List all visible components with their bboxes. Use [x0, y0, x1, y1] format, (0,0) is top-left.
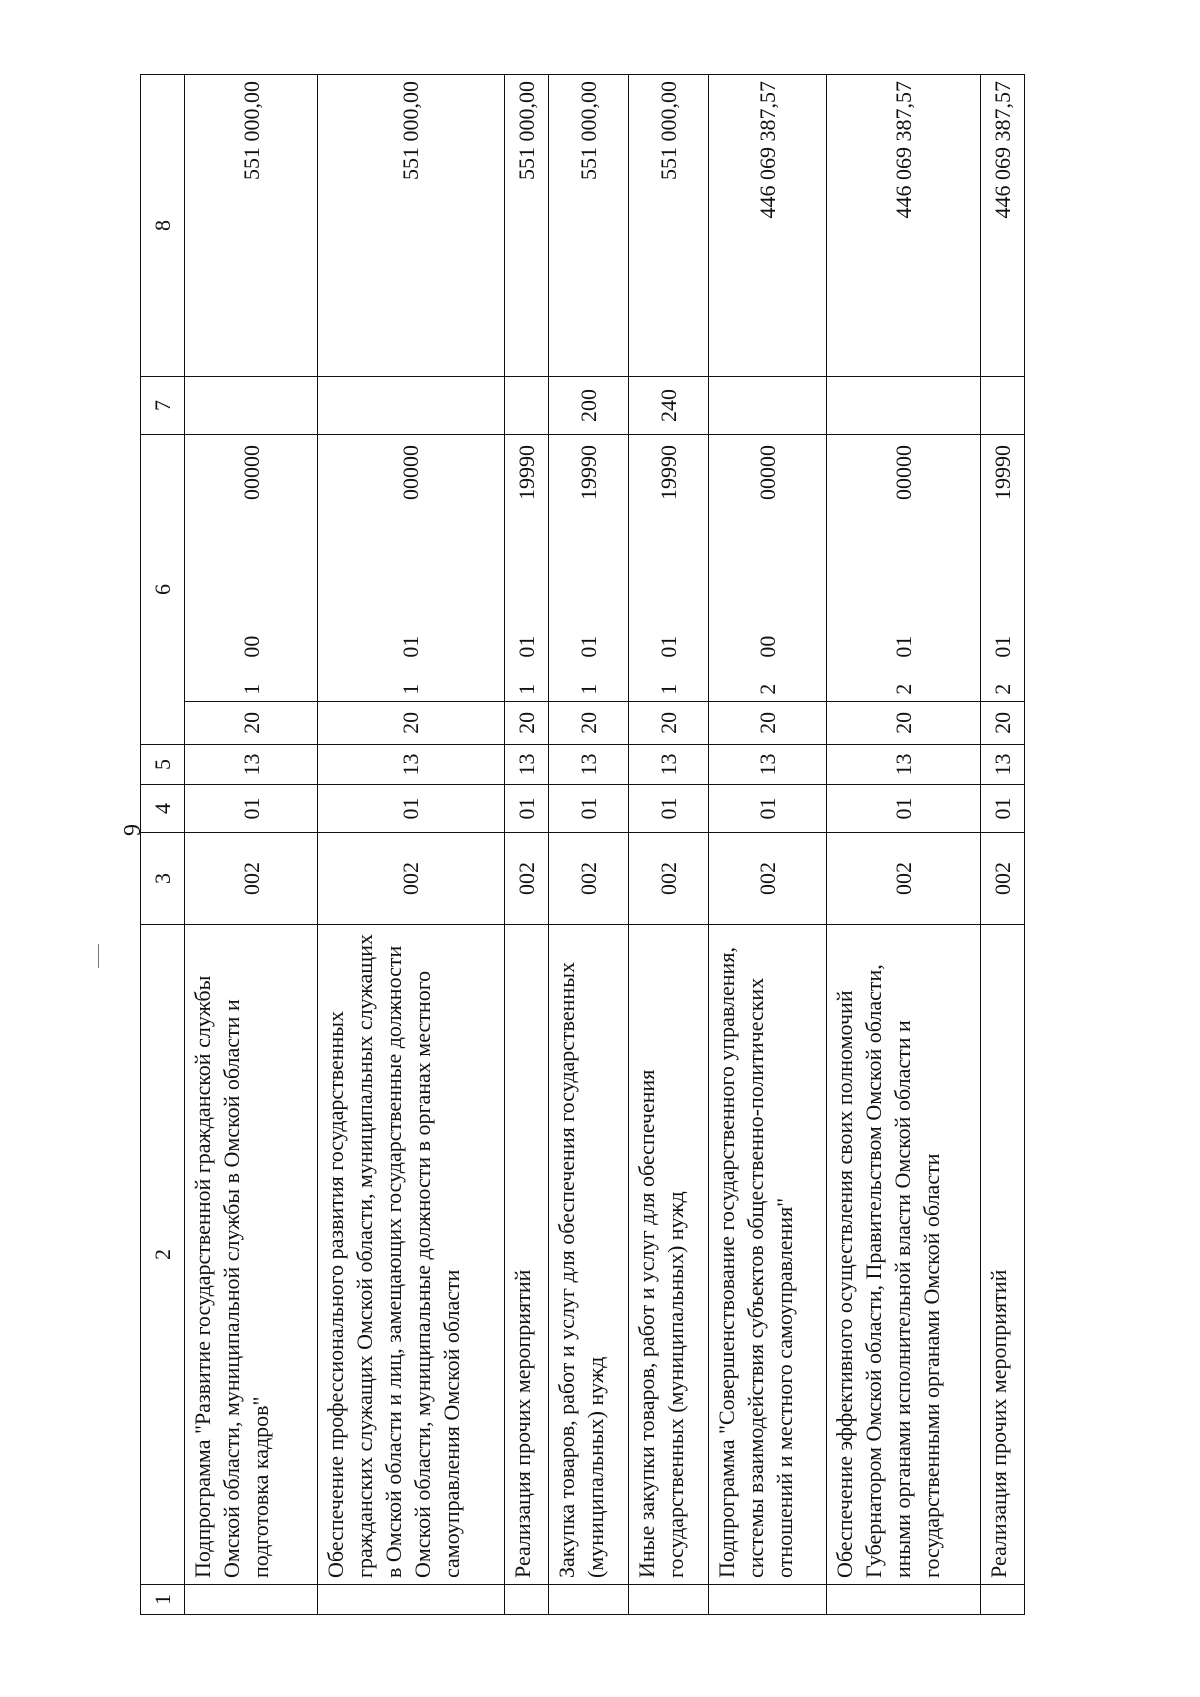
row-col-1 [549, 1585, 629, 1615]
target-code-parts [629, 435, 708, 744]
target-code-part: 20 [318, 701, 504, 744]
table-row [317, 75, 504, 1615]
page-number: 9 [120, 824, 146, 836]
target-code-part: 1 [514, 683, 540, 695]
row-target-code [629, 435, 709, 745]
target-code-part: 2 [890, 683, 916, 695]
target-code-part: 00000 [890, 445, 916, 501]
row-col-5: 13 [980, 745, 1024, 785]
row-description: Подпрограмма "Развитие государственной гражданской службы Омской области, муниципальной службы в Омской области и подготовка кадров" [185, 925, 318, 1585]
row-col-7 [504, 377, 548, 435]
target-code-part: 00000 [398, 445, 424, 501]
row-col-7: 240 [629, 377, 709, 435]
target-code-part: 01 [514, 635, 540, 658]
target-code-part: 20 [185, 701, 317, 744]
row-col-4: 01 [827, 785, 981, 833]
row-description: Закупка товаров, работ и услуг для обеспечения государственных (муниципальных) нужд [549, 925, 629, 1585]
header-col-4: 4 [141, 785, 185, 833]
target-code-parts [827, 435, 980, 744]
header-col-8: 8 [141, 75, 185, 377]
row-col-5: 13 [185, 745, 318, 785]
row-description: Подпрограмма "Совершенствование государственного управления, системы взаимодействия субъектов общественно-политических отношений и местного самоуправления" [709, 925, 827, 1585]
target-code-part: 19990 [989, 445, 1015, 501]
target-code-part: 01 [989, 635, 1015, 658]
row-col-3: 002 [504, 833, 548, 925]
target-code-part: 20 [549, 701, 628, 744]
header-col-6: 6 [141, 435, 185, 745]
row-col-5: 13 [709, 745, 827, 785]
row-col-7 [980, 377, 1024, 435]
row-col-3: 002 [629, 833, 709, 925]
row-col-7 [709, 377, 827, 435]
row-target-code [980, 435, 1024, 745]
target-code-part: 01 [890, 635, 916, 658]
target-code-part: 2 [989, 683, 1015, 695]
row-col-1 [980, 1585, 1024, 1615]
row-col-1 [827, 1585, 981, 1615]
target-code-part: 20 [827, 701, 980, 744]
row-target-code [827, 435, 981, 745]
target-code-part: 01 [656, 635, 682, 658]
target-code-parts [318, 435, 504, 744]
row-col-1 [504, 1585, 548, 1615]
row-amount: 551 000,00 [629, 75, 709, 377]
target-code-part: 01 [398, 635, 424, 658]
row-col-3: 002 [549, 833, 629, 925]
row-col-3: 002 [709, 833, 827, 925]
header-col-1: 1 [141, 1585, 185, 1615]
row-amount: 551 000,00 [549, 75, 629, 377]
target-code-part: 1 [238, 683, 264, 695]
target-code-part: 20 [629, 701, 708, 744]
target-code-part: 20 [505, 701, 548, 744]
table-header-row [141, 75, 185, 1615]
row-col-3: 002 [980, 833, 1024, 925]
row-col-3: 002 [317, 833, 504, 925]
row-col-1 [185, 1585, 318, 1615]
row-col-5: 13 [549, 745, 629, 785]
row-amount: 551 000,00 [185, 75, 318, 377]
scan-artifact [98, 944, 99, 968]
row-description: Иные закупки товаров, работ и услуг для обеспечения государственных (муниципальных) нужд [629, 925, 709, 1585]
target-code-parts [981, 435, 1024, 744]
row-target-code [549, 435, 629, 745]
row-target-code [185, 435, 318, 745]
target-code-part: 1 [656, 683, 682, 695]
row-col-7 [827, 377, 981, 435]
row-amount: 446 069 387,57 [980, 75, 1024, 377]
table-row [549, 75, 629, 1615]
row-col-3: 002 [185, 833, 318, 925]
row-col-4: 01 [185, 785, 318, 833]
header-col-3: 3 [141, 833, 185, 925]
row-target-code [317, 435, 504, 745]
row-description: Обеспечение эффективного осуществления своих полномочий Губернатором Омской области, Правительством Омской области, иными органами исполнительной власти Омской области и государственными органами Омской области [827, 925, 981, 1585]
target-code-part: 1 [398, 683, 424, 695]
row-description: Реализация прочих мероприятий [980, 925, 1024, 1585]
row-amount: 551 000,00 [504, 75, 548, 377]
row-col-7 [185, 377, 318, 435]
row-col-5: 13 [504, 745, 548, 785]
target-code-part: 20 [981, 701, 1024, 744]
header-col-2: 2 [141, 925, 185, 1585]
rotated-table-container [140, 75, 1025, 1615]
row-col-4: 01 [709, 785, 827, 833]
target-code-parts [505, 435, 548, 744]
row-amount: 446 069 387,57 [709, 75, 827, 377]
target-code-part: 19990 [514, 445, 540, 501]
table-row [185, 75, 318, 1615]
table-row [629, 75, 709, 1615]
row-col-1 [629, 1585, 709, 1615]
target-code-part: 00 [238, 635, 264, 658]
target-code-part: 2 [755, 683, 781, 695]
row-col-4: 01 [629, 785, 709, 833]
row-col-5: 13 [317, 745, 504, 785]
header-col-7: 7 [141, 377, 185, 435]
row-col-3: 002 [827, 833, 981, 925]
table-row [709, 75, 827, 1615]
row-col-7 [317, 377, 504, 435]
row-col-1 [709, 1585, 827, 1615]
table-row [980, 75, 1024, 1615]
row-description: Обеспечение профессионального развития государственных гражданских служащих Омской области, муниципальных служащих в Омской области и лиц, замещающих государственные должности Омской области, муниципальные должности в органах местного самоуправления Омской области [317, 925, 504, 1585]
target-code-part: 1 [576, 683, 602, 695]
row-amount: 446 069 387,57 [827, 75, 981, 377]
target-code-part: 00000 [238, 445, 264, 501]
budget-table [140, 74, 1025, 1615]
target-code-parts [549, 435, 628, 744]
target-code-part: 00 [755, 635, 781, 658]
row-col-4: 01 [317, 785, 504, 833]
target-code-parts [709, 435, 826, 744]
row-description: Реализация прочих мероприятий [504, 925, 548, 1585]
row-col-4: 01 [980, 785, 1024, 833]
row-col-7: 200 [549, 377, 629, 435]
target-code-part: 19990 [656, 445, 682, 501]
table-body [185, 75, 1025, 1615]
row-col-5: 13 [827, 745, 981, 785]
row-col-1 [317, 1585, 504, 1615]
table-row [827, 75, 981, 1615]
target-code-part: 01 [576, 635, 602, 658]
row-target-code [504, 435, 548, 745]
row-col-4: 01 [549, 785, 629, 833]
table-row [504, 75, 548, 1615]
row-col-4: 01 [504, 785, 548, 833]
target-code-part: 19990 [576, 445, 602, 501]
target-code-parts [185, 435, 317, 744]
row-amount: 551 000,00 [317, 75, 504, 377]
target-code-part: 20 [709, 701, 826, 744]
row-target-code [709, 435, 827, 745]
target-code-part: 00000 [755, 445, 781, 501]
row-col-5: 13 [629, 745, 709, 785]
header-col-5: 5 [141, 745, 185, 785]
